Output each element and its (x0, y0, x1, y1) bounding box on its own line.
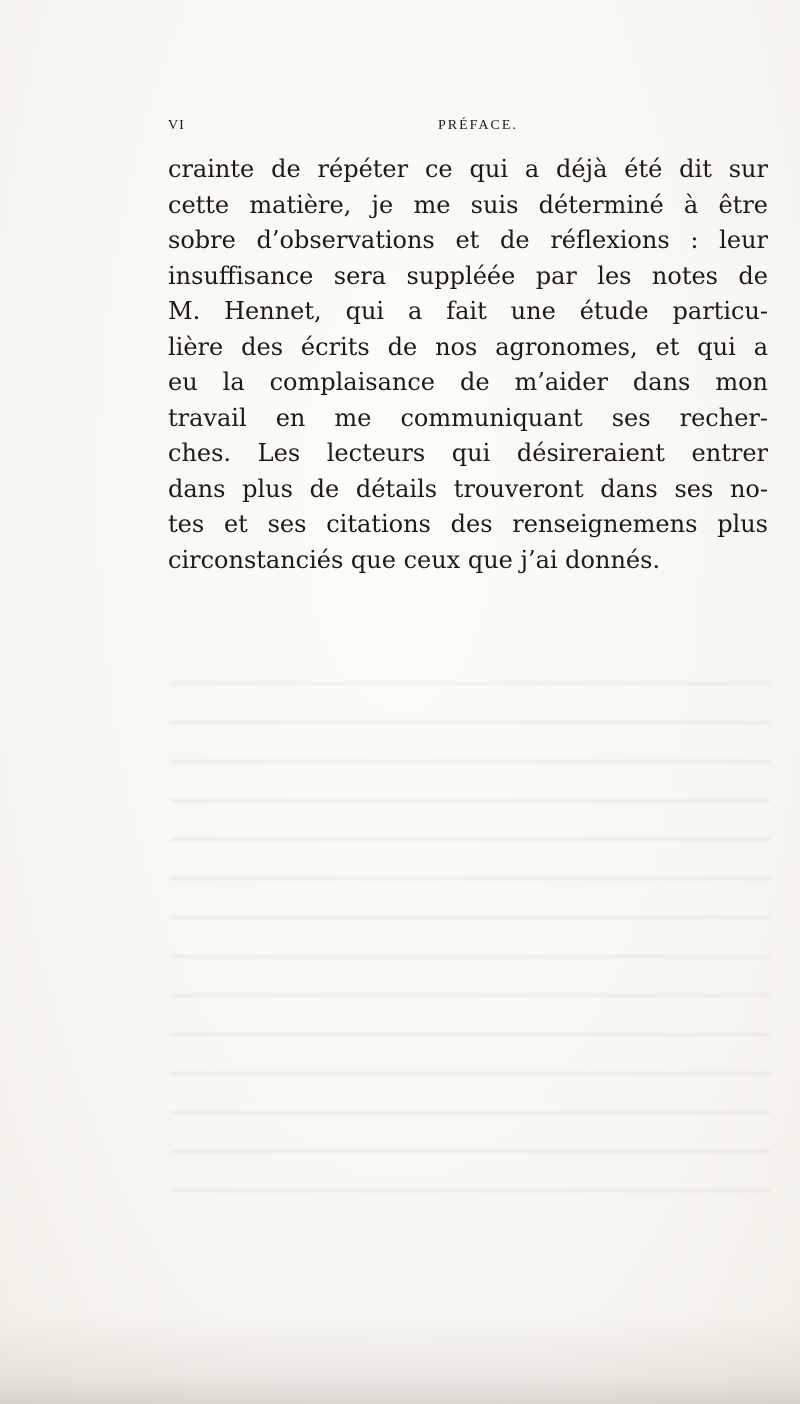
text-line: travail en me communiquant ses recher- (168, 403, 768, 432)
text-line: sobre d’observations et de réflexions : leur (168, 226, 768, 254)
page-number: VI (168, 118, 185, 133)
text-line: eu la complaisance de m’aider dans mon (168, 368, 768, 396)
page-edge-shadow (0, 1314, 800, 1404)
text-line: ches. Les lecteurs qui désireraient entrer (168, 439, 768, 467)
text-line: insuffisance sera suppléée par les notes de (168, 261, 768, 290)
running-title: PRÉFACE. (438, 118, 518, 133)
show-through-texture (170, 660, 770, 1220)
text-line: crainte de répéter ce qui a déjà été dit sur (168, 155, 768, 183)
text-line: M. Hennet, qui a fait une étude particu- (168, 297, 768, 325)
text-line: tes et ses citations des renseignemens plus (168, 510, 768, 538)
text-line: cette matière, je me suis déterminé à être (168, 190, 768, 219)
body-paragraph (168, 152, 768, 578)
text-line-last: circonstanciés que ceux que j’ai donnés. (168, 545, 661, 574)
text-line: lière des écrits de nos agronomes, et qui a (168, 332, 768, 361)
text-line: dans plus de détails trouveront dans ses no- (168, 474, 768, 503)
page-header (168, 118, 728, 140)
